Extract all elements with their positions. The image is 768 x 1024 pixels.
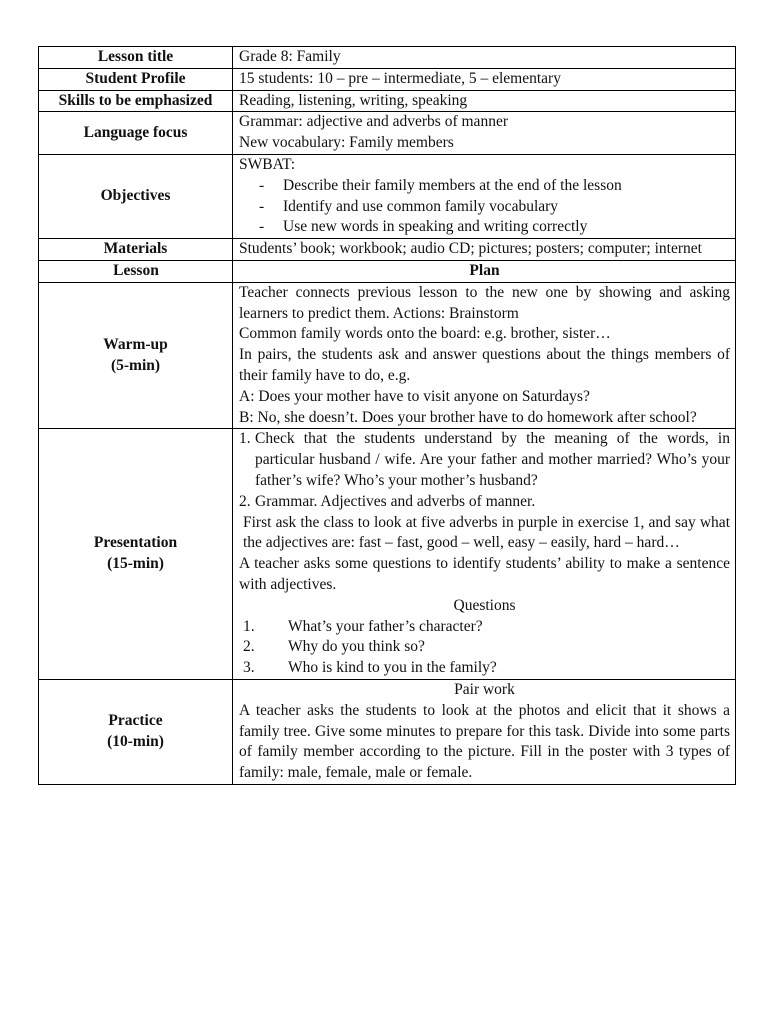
item-number: 2. (239, 492, 251, 510)
row-practice (39, 679, 736, 784)
question-text: What’s your father’s character? (288, 617, 483, 635)
numbered-item (239, 429, 730, 491)
objectives-intro: SWBAT: (239, 155, 296, 173)
objective-item: - Describe their family members at the end of the lesson (239, 176, 730, 197)
warmup-line: In pairs, the students ask and answer questions about the things members of their family have to do, e.g. (239, 346, 730, 384)
question-item (239, 658, 730, 679)
pair-work-title: Pair work (454, 680, 515, 698)
skills-label: Skills to be emphasized (39, 90, 233, 112)
question-number: 1. (243, 617, 255, 635)
row-presentation (39, 429, 736, 680)
question-item (239, 637, 730, 658)
row-warmup (39, 282, 736, 429)
presentation-plan (233, 429, 736, 680)
question-item (239, 617, 730, 638)
warmup-line: Common family words onto the board: e.g. brother, sister… (239, 325, 611, 343)
lesson-plan-table (38, 46, 736, 785)
materials-value: Students’ book; workbook; audio CD; pictures; posters; computer; internet (233, 239, 736, 261)
student-profile-value: 15 students: 10 – pre – intermediate, 5 – elementary (233, 68, 736, 90)
practice-text: A teacher asks the students to look at the photos and elicit that it shows a family tree. Give some minutes to prepare for this task. Divide into some parts of family member according to the picture. Fill in the poster with 3 types of family: male, female, male or female. (239, 701, 730, 782)
row-materials (39, 239, 736, 261)
practice-title: Practice (108, 712, 163, 730)
presentation-label (39, 429, 233, 680)
language-focus-value (233, 112, 736, 155)
item-text: Grammar. Adjectives and adverbs of manner. (255, 492, 536, 510)
presentation-duration: (15-min) (107, 555, 164, 573)
lesson-title-label: Lesson title (39, 47, 233, 69)
practice-plan (233, 679, 736, 784)
questions-title: Questions (453, 596, 516, 614)
row-student-profile (39, 68, 736, 90)
materials-label: Materials (39, 239, 233, 261)
row-skills (39, 90, 736, 112)
lesson-title-value: Grade 8: Family (233, 47, 736, 69)
objective-item: - Use new words in speaking and writing correctly (239, 217, 730, 238)
objectives-label: Objectives (39, 154, 233, 238)
objectives-value (233, 154, 736, 238)
language-focus-label: Language focus (39, 112, 233, 155)
question-text: Why do you think so? (288, 638, 425, 656)
warmup-label (39, 282, 233, 429)
skills-value: Reading, listening, writing, speaking (233, 90, 736, 112)
plan-column-header: Plan (233, 260, 736, 282)
numbered-item (239, 492, 730, 513)
lesson-column-header: Lesson (39, 260, 233, 282)
row-header (39, 260, 736, 282)
grammar-line: Grammar: adjective and adverbs of manner (239, 113, 508, 131)
warmup-line: Teacher connects previous lesson to the new one by showing and asking learners to predict them. Actions: Brainstorm (239, 283, 730, 322)
warmup-line: A: Does your mother have to visit anyone on Saturdays? (239, 387, 590, 405)
item-number: 1. (239, 430, 251, 448)
question-number: 3. (243, 659, 255, 677)
student-profile-label: Student Profile (39, 68, 233, 90)
item-text: Check that the students understand by the meaning of the words, in particular husband / wife. Are your father and mother married? Who’s your father’s wife? Who’s your mother’s husband? (255, 430, 730, 489)
objective-item: - Identify and use common family vocabulary (239, 197, 730, 218)
row-lesson-title (39, 47, 736, 69)
warmup-plan (233, 282, 736, 429)
warmup-line: B: No, she doesn’t. Does your brother have to do homework after school? (239, 408, 697, 426)
practice-label (39, 679, 233, 784)
grammar-detail: First ask the class to look at five adverbs in purple in exercise 1, and say what the adjectives are: fast – fast, good – well, easy – easily, hard – hard… (243, 513, 730, 552)
warmup-duration: (5-min) (110, 356, 161, 374)
presentation-title: Presentation (93, 534, 178, 552)
practice-duration: (10-min) (107, 732, 164, 750)
question-text: Who is kind to you in the family? (288, 659, 497, 677)
warmup-title: Warm-up (103, 335, 168, 353)
question-number: 2. (243, 638, 255, 656)
row-objectives (39, 154, 736, 238)
row-language-focus (39, 112, 736, 155)
presentation-paragraph: A teacher asks some questions to identify students’ ability to make a sentence with adjectives. (239, 555, 730, 593)
vocabulary-line: New vocabulary: Family members (239, 134, 454, 152)
